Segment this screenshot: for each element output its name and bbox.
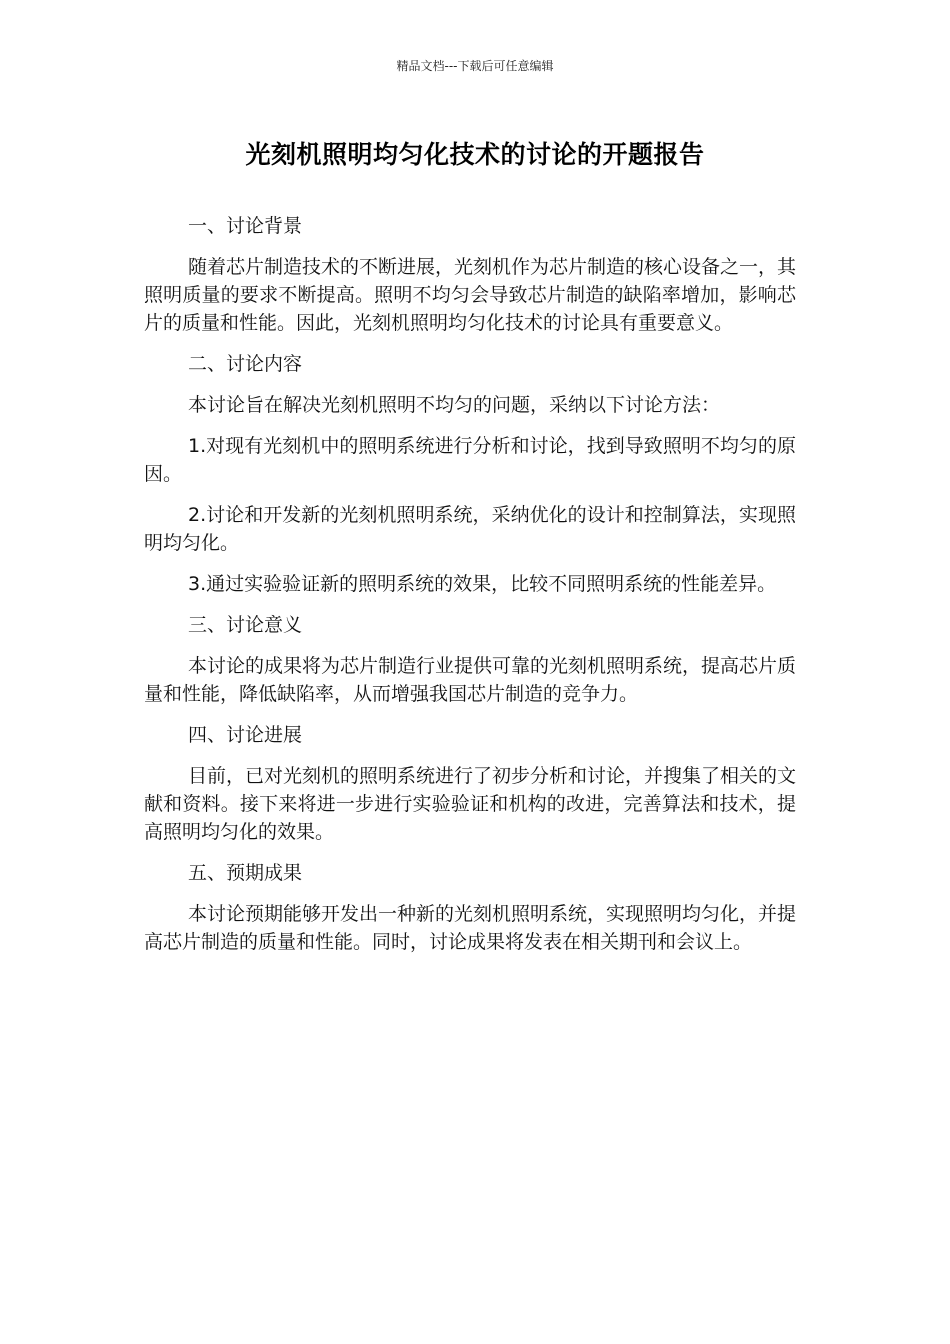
paragraph-content-item-2: 2.讨论和开发新的光刻机照明系统，采纳优化的设计和控制算法，实现照明均匀化。 <box>144 504 796 554</box>
section-heading-significance: 三、讨论意义 <box>188 614 303 636</box>
paragraph-background: 随着芯片制造技术的不断进展，光刻机作为芯片制造的核心设备之一，其照明质量的要求不断提高。照明不均匀会导致芯片制造的缺陷率增加，影响芯片的质量和性能。因此，光刻机照明均匀化技术的讨论具有重要意义。 <box>144 256 797 334</box>
paragraph-expected-results: 本讨论预期能够开发出一种新的光刻机照明系统，实现照明均匀化，并提高芯片制造的质量和性能。同时，讨论成果将发表在相关期刊和会议上。 <box>144 903 797 953</box>
paragraph-significance: 本讨论的成果将为芯片制造行业提供可靠的光刻机照明系统，提高芯片质量和性能，降低缺陷率，从而增强我国芯片制造的竞争力。 <box>144 655 797 705</box>
section-heading-progress: 四、讨论进展 <box>188 724 303 746</box>
section-heading-expected-results: 五、预期成果 <box>188 862 303 884</box>
paragraph-content-item-1: 1.对现有光刻机中的照明系统进行分析和讨论，找到导致照明不均匀的原因。 <box>144 435 796 485</box>
section-heading-background: 一、讨论背景 <box>188 215 303 237</box>
document-title: 光刻机照明均匀化技术的讨论的开题报告 <box>245 140 705 169</box>
document-body <box>144 212 796 969</box>
paragraph-content-item-3: 3.通过实验验证新的照明系统的效果，比较不同照明系统的性能差异。 <box>188 573 777 595</box>
paragraph-content-intro: 本讨论旨在解决光刻机照明不均匀的问题，采纳以下讨论方法： <box>188 394 721 416</box>
section-heading-content: 二、讨论内容 <box>188 353 303 375</box>
paragraph-progress: 目前，已对光刻机的照明系统进行了初步分析和讨论，并搜集了相关的文献和资料。接下来将进一步进行实验验证和机构的改进，完善算法和技术，提高照明均匀化的效果。 <box>144 765 797 843</box>
header-note: 精品文档---下载后可任意编辑 <box>396 59 554 73</box>
